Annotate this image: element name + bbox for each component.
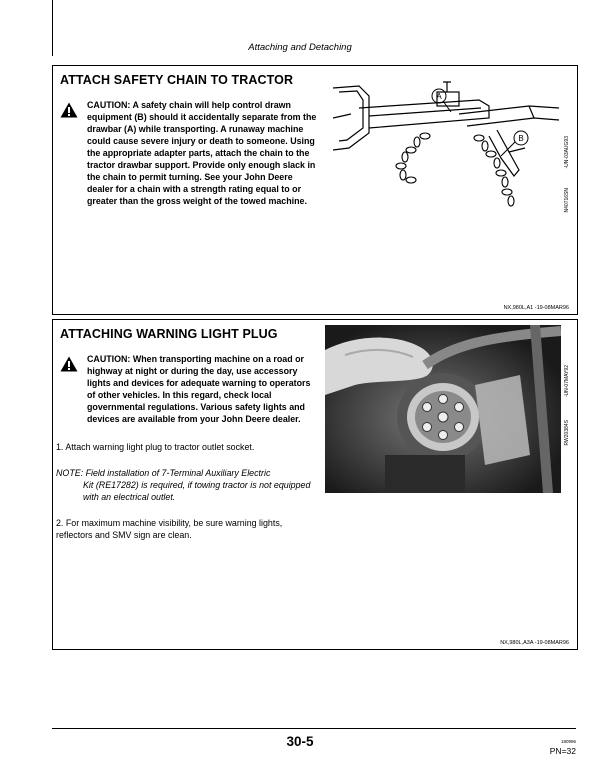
warning-light-plug-photo (325, 325, 561, 493)
section-title: ATTACHING WARNING LIGHT PLUG (60, 327, 278, 341)
note (56, 467, 314, 503)
warning-triangle-icon (60, 356, 78, 372)
footer-rule (52, 728, 576, 729)
step-2: 2. For maximum machine visibility, be sure warning lights, reflectors and SMV sign are clean. (56, 518, 283, 540)
note-line-1: NOTE: Field installation of 7-Terminal Auxiliary Electric (56, 468, 271, 478)
callout-b: B (518, 134, 524, 143)
section-safety-chain (52, 65, 578, 315)
figure-code: N40716SN (564, 188, 570, 213)
step-1: 1. Attach warning light plug to tractor outlet socket. (56, 442, 255, 452)
figure-code: -UN-07MAY92 (564, 365, 570, 398)
section-warning-light-plug (52, 319, 578, 650)
caution-text: CAUTION: A safety chain will help control drawn equipment (B) should it accidentally separate from the drawbar (A) while transporting. A runaway machine could cause severe injury or death to someone. Using the appropriate adapter parts, attach the chain to the tractor drawbar support. Provide only enough slack in the chain to permit turning. See your John Deere dealer for a chain with a strength rating equal to or greater than the gross weight of the towed machine. (87, 100, 317, 206)
section-title: ATTACH SAFETY CHAIN TO TRACTOR (60, 73, 294, 87)
footer-small-code: 180996 (560, 739, 576, 744)
note-line-2: Kit (RE17282) is required, if towing tractor is not equipped with an electrical outlet. (83, 480, 311, 502)
callout-a: A (436, 92, 442, 101)
figure-code: -UN-03AUG93 (564, 136, 570, 169)
caution-text: CAUTION: When transporting machine on a road or highway at night or during the day, use accessory lights and devices for adequate warning to operators of other vehicles. In this regard, check local governmental regulations. Various safety lights and devices are available from your John Deere dealer. (87, 354, 311, 424)
safety-chain-illustration (329, 78, 561, 228)
footer-pn: PN=32 (549, 746, 576, 756)
page-number: 30-5 (286, 734, 314, 749)
page-header-title: Attaching and Detaching (248, 42, 352, 53)
section-footer-code: NX,980L,A1 -19-08MAR96 (503, 305, 569, 311)
warning-triangle-icon (60, 102, 78, 118)
figure-code: RW20384S (564, 420, 570, 446)
section-footer-code: NX,980L,A3A -19-08MAR96 (500, 640, 569, 646)
